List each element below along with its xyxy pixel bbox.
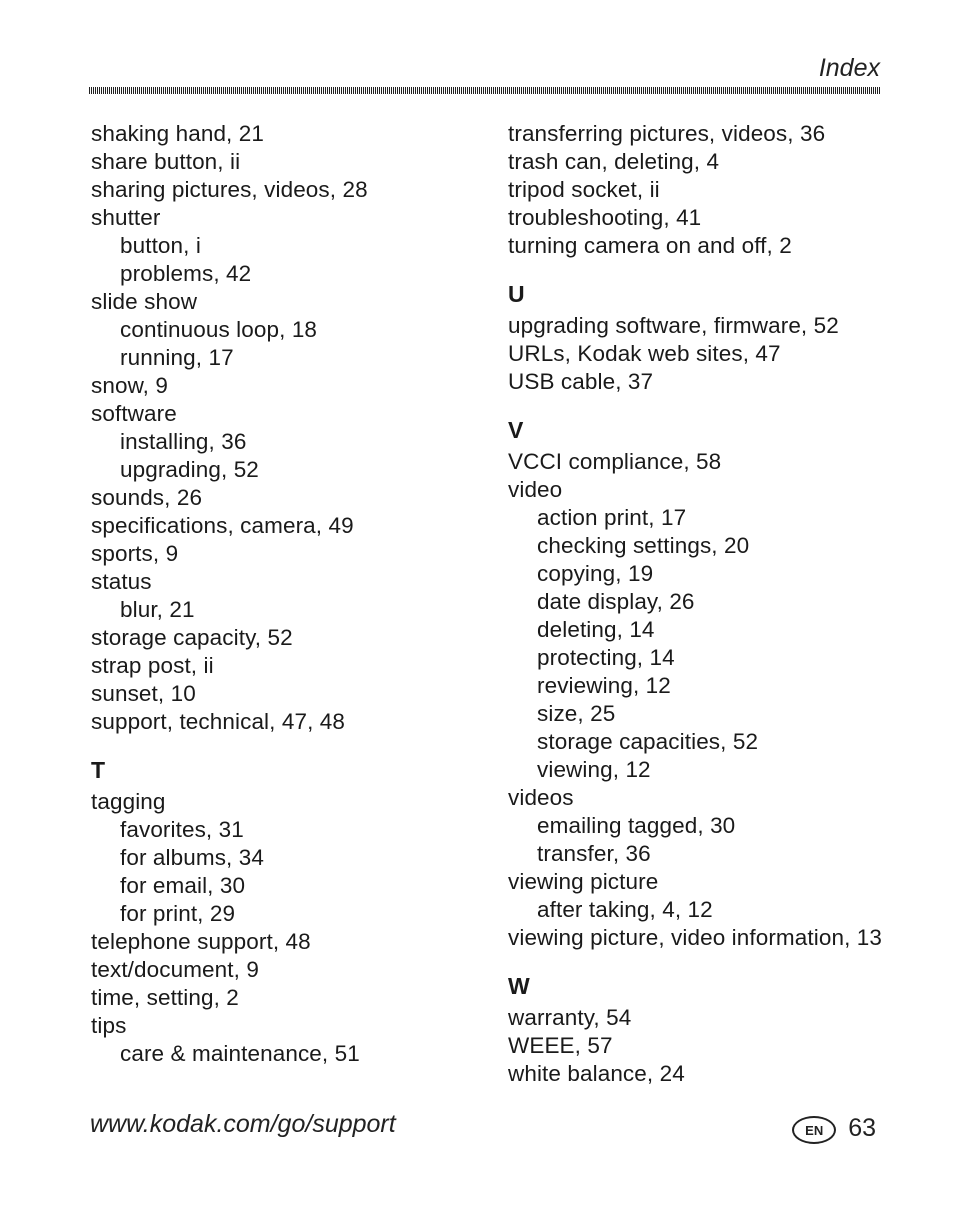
index-section-letter: U bbox=[508, 281, 525, 307]
index-entry: time, setting, 2 bbox=[91, 985, 239, 1010]
index-subentry: for email, 30 bbox=[120, 873, 246, 898]
index-subentry: protecting, 14 bbox=[537, 645, 675, 670]
index-entry: storage capacity, 52 bbox=[91, 625, 293, 650]
index-subentry: date display, 26 bbox=[537, 589, 695, 614]
index-subentry: size, 25 bbox=[537, 701, 616, 726]
index-section-letter: T bbox=[91, 757, 106, 783]
index-entry: trash can, deleting, 4 bbox=[508, 149, 720, 174]
index-entry: shaking hand, 21 bbox=[91, 121, 264, 146]
index-subentry: care & maintenance, 51 bbox=[120, 1041, 360, 1066]
index-subentry: button, i bbox=[120, 233, 201, 258]
index-subentry: emailing tagged, 30 bbox=[537, 813, 736, 838]
index-subentry: after taking, 4, 12 bbox=[537, 897, 713, 922]
index-entry: telephone support, 48 bbox=[91, 929, 311, 954]
index-column-left bbox=[91, 120, 491, 1068]
index-entry: sunset, 10 bbox=[91, 681, 196, 706]
index-entry: turning camera on and off, 2 bbox=[508, 233, 792, 258]
index-entry: slide show bbox=[91, 289, 198, 314]
index-entry: warranty, 54 bbox=[508, 1005, 632, 1030]
footer-page-info bbox=[792, 1112, 876, 1144]
index-entry: snow, 9 bbox=[91, 373, 168, 398]
index-entry: shutter bbox=[91, 205, 161, 230]
index-entry: sharing pictures, videos, 28 bbox=[91, 177, 368, 202]
index-entry: viewing picture, video information, 13 bbox=[508, 925, 882, 950]
index-subentry: running, 17 bbox=[120, 345, 234, 370]
index-subentry: storage capacities, 52 bbox=[537, 729, 759, 754]
index-subentry: transfer, 36 bbox=[537, 841, 651, 866]
index-entry: share button, ii bbox=[91, 149, 241, 174]
index-entry: viewing picture bbox=[508, 869, 659, 894]
index-entry: tagging bbox=[91, 789, 166, 814]
index-entry: transferring pictures, videos, 36 bbox=[508, 121, 826, 146]
index-entry: VCCI compliance, 58 bbox=[508, 449, 722, 474]
index-entry: sounds, 26 bbox=[91, 485, 203, 510]
header-rule bbox=[89, 87, 881, 94]
index-subentry: deleting, 14 bbox=[537, 617, 655, 642]
index-entry: white balance, 24 bbox=[508, 1061, 685, 1086]
index-subentry: action print, 17 bbox=[537, 505, 687, 530]
index-entry: support, technical, 47, 48 bbox=[91, 709, 346, 734]
index-entry: software bbox=[91, 401, 177, 426]
index-entry: text/document, 9 bbox=[91, 957, 259, 982]
index-subentry: installing, 36 bbox=[120, 429, 247, 454]
index-subentry: blur, 21 bbox=[120, 597, 195, 622]
index-entry: upgrading software, firmware, 52 bbox=[508, 313, 839, 338]
page-header-title: Index bbox=[818, 54, 880, 82]
index-subentry: for print, 29 bbox=[120, 901, 236, 926]
index-subentry: checking settings, 20 bbox=[537, 533, 750, 558]
index-entry: URLs, Kodak web sites, 47 bbox=[508, 341, 781, 366]
index-entry: sports, 9 bbox=[91, 541, 179, 566]
page-number: 63 bbox=[848, 1113, 876, 1142]
index-subentry: copying, 19 bbox=[537, 561, 654, 586]
index-entry: troubleshooting, 41 bbox=[508, 205, 702, 230]
index-section-letter: V bbox=[508, 417, 524, 443]
index-entry: strap post, ii bbox=[91, 653, 214, 678]
index-subentry: viewing, 12 bbox=[537, 757, 651, 782]
index-subentry: upgrading, 52 bbox=[120, 457, 259, 482]
footer-support-url: www.kodak.com/go/support bbox=[90, 1110, 396, 1138]
index-section-letter: W bbox=[508, 973, 530, 999]
index-subentry: favorites, 31 bbox=[120, 817, 244, 842]
index-entry: specifications, camera, 49 bbox=[91, 513, 354, 538]
index-entry: USB cable, 37 bbox=[508, 369, 654, 394]
index-entry: video bbox=[508, 477, 563, 502]
index-entry: videos bbox=[508, 785, 574, 810]
index-entry: tips bbox=[91, 1013, 127, 1038]
index-entry: tripod socket, ii bbox=[508, 177, 660, 202]
index-entry: WEEE, 57 bbox=[508, 1033, 613, 1058]
index-entry: status bbox=[91, 569, 152, 594]
index-subentry: continuous loop, 18 bbox=[120, 317, 318, 342]
index-subentry: reviewing, 12 bbox=[537, 673, 671, 698]
index-subentry: problems, 42 bbox=[120, 261, 252, 286]
index-column-right bbox=[508, 120, 928, 1088]
language-badge-icon: EN bbox=[792, 1116, 836, 1144]
index-subentry: for albums, 34 bbox=[120, 845, 264, 870]
